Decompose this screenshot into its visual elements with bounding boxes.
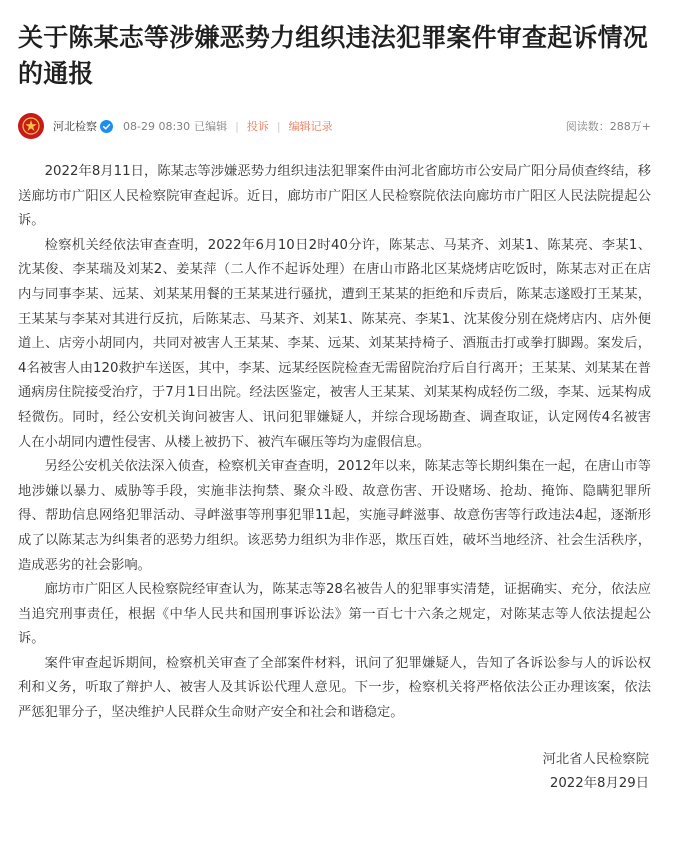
edit-history-link[interactable]: 编辑记录 [288, 120, 333, 133]
paragraph: 另经公安机关依法深入侦查，检察机关审查查明，2012年以来，陈某志等长期纠集在一起，在唐山市等地涉嫌以暴力、威胁等手段，实施非法拘禁、聚众斗殴、故意伤害、开设赌场、抢劫、掩饰、隐瞒犯罪所得、帮助信息网络犯罪活动、寻衅滋事等刑事犯罪11起，实施寻衅滋事、故意伤害等行政违法4起，逐渐形成了以陈某志为纠集者的恶势力组织。该恶势力组织为非作恶，欺压百姓，破坏当地经济、社会生活秩序，造成恶劣的社会影响。 [18, 459, 651, 573]
paragraph: 2022年8月11日，陈某志等涉嫌恶势力组织违法犯罪案件由河北省廊坊市公安局广阳分局侦查终结，移送廊坊市广阳区人民检察院审查起诉。近日，廊坊市广阳区人民检察院依法向廊坊市广阳区人民法院提起公诉。 [18, 164, 651, 229]
article-meta-bar [18, 112, 651, 140]
verified-badge-icon [100, 120, 113, 133]
article-body [18, 160, 651, 726]
signoff-date: 2022年8月29日 [549, 775, 649, 791]
view-count: 阅读数：288万+ [565, 120, 651, 133]
paragraph: 案件审查起诉期间，检察机关审查了全部案件材料，讯问了犯罪嫌疑人，告知了各诉讼参与人的诉讼权利和义务，听取了辩护人、被害人及其诉讼代理人意见。下一步，检察机关将严格依法公正办理该案，依法严惩犯罪分子，坚决维护人民群众生命财产安全和社会和谐稳定。 [18, 655, 651, 721]
meta-divider: | [276, 119, 281, 133]
signoff-organization: 河北省人民检察院 [542, 751, 649, 767]
publish-time: 08-29 08:30 [123, 119, 191, 133]
article-title: 关于陈某志等涉嫌恶势力组织违法犯罪案件审查起诉情况的通报 [18, 23, 649, 88]
author-avatar[interactable] [18, 113, 44, 139]
report-link[interactable]: 投诉 [246, 120, 269, 133]
paragraph: 检察机关经依法审查查明，2022年6月10日2时40分许，陈某志、马某齐、刘某1、陈某亮、李某1、沈某俊、李某瑞及刘某2、姜某萍（二人作不起诉处理）在唐山市路北区某烧烤店吃饭时，陈某志对正在店内与同事李某、远某、刘某某用餐的王某某进行骚扰，遭到王某某的拒绝和斥责后，陈某志遂殴打王某某，王某某与李某对其进行反抗，后陈某志、马某齐、刘某1、陈某亮、李某1、沈某俊分别在烧烤店内、店外便道上、店旁小胡同内，共同对被害人王某某、李某、远某、刘某某持椅子、酒瓶击打或拳打脚踢。案发后，4名被害人由120救护车送医，其中，李某、远某经医院检查无需留院治疗后自行离开；王某某、刘某某在普通病房住院接受治疗，于7月1日出院。经法医鉴定，被害人王某某、刘某某构成轻伤二级，李某、远某构成轻微伤。同时，经公安机关询问被害人、讯问犯罪嫌疑人，并综合现场勘查、调查取证，认定网传4名被害人在小胡同内遭性侵害、从楼上被扔下、被汽车碾压等均为虚假信息。 [18, 237, 651, 450]
article-signoff [18, 748, 651, 796]
author-name[interactable]: 河北检察 [53, 120, 97, 133]
edited-label: 已编辑 [194, 120, 228, 133]
procuratorate-emblem-icon [22, 117, 40, 135]
paragraph: 廊坊市广阳区人民检察院经审查认为，陈某志等28名被告人的犯罪事实清楚，证据确实、充分，依法应当追究刑事责任，根据《中华人民共和国刑事诉讼法》第一百七十六条之规定，对陈某志等人依法提起公诉。 [18, 582, 651, 647]
meta-divider: | [235, 119, 239, 133]
